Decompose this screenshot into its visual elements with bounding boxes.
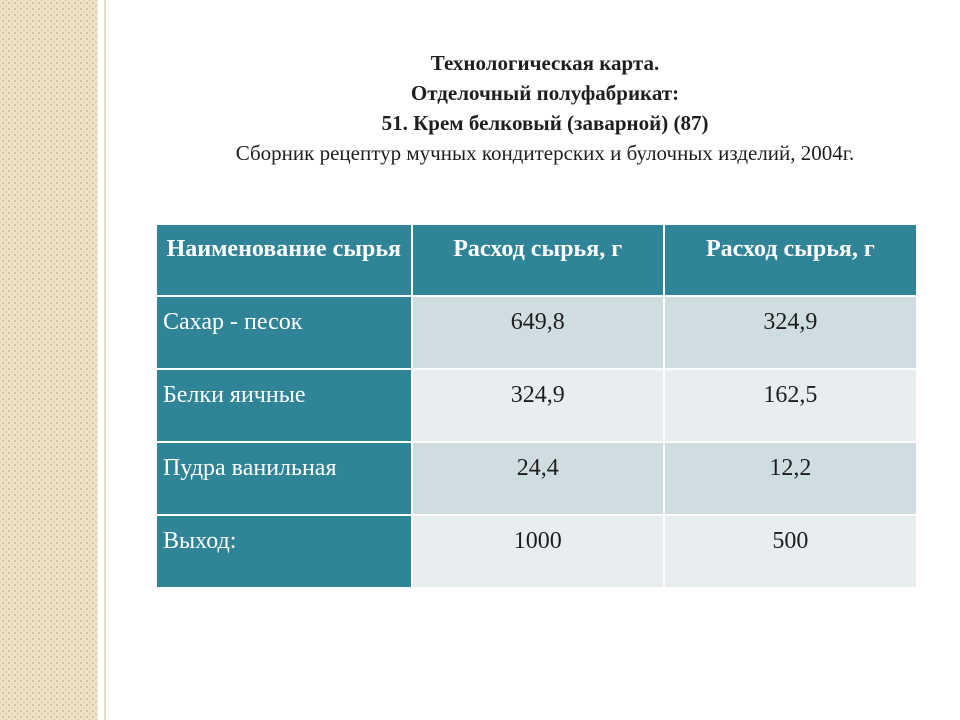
heading-source: Сборник рецептур мучных кондитерских и булочных изделий, 2004г. (235, 141, 855, 165)
header-ingredient-name: Наименование сырья (156, 224, 412, 296)
consumption-cell: 162,5 (664, 369, 917, 442)
ingredient-name-cell: Белки яичные (156, 369, 412, 442)
consumption-cell: 649,8 (412, 296, 664, 369)
recipe-table (155, 223, 918, 589)
header-raw-consumption-1: Расход сырья, г (412, 224, 664, 296)
header-raw-consumption-2: Расход сырья, г (664, 224, 917, 296)
heading-title: Технологическая карта. (430, 51, 660, 75)
consumption-cell: 12,2 (664, 442, 917, 515)
decorative-divider (104, 0, 106, 720)
consumption-cell: 324,9 (664, 296, 917, 369)
consumption-cell: 324,9 (412, 369, 664, 442)
heading-subtitle: Отделочный полуфабрикат: (410, 81, 680, 105)
consumption-cell: 24,4 (412, 442, 664, 515)
yield-cell: 500 (664, 515, 917, 588)
table-row (156, 442, 917, 515)
decorative-side-strip (0, 0, 98, 720)
table-row (156, 369, 917, 442)
table-row (156, 515, 917, 588)
yield-label-cell: Выход: (156, 515, 412, 588)
ingredient-name-cell: Сахар - песок (156, 296, 412, 369)
ingredient-name-cell: Пудра ванильная (156, 442, 412, 515)
table-header-row (156, 224, 917, 296)
table-row (156, 296, 917, 369)
heading-recipe-name: 51. Крем белковый (заварной) (87) (381, 111, 709, 135)
slide-heading (150, 48, 940, 168)
yield-cell: 1000 (412, 515, 664, 588)
